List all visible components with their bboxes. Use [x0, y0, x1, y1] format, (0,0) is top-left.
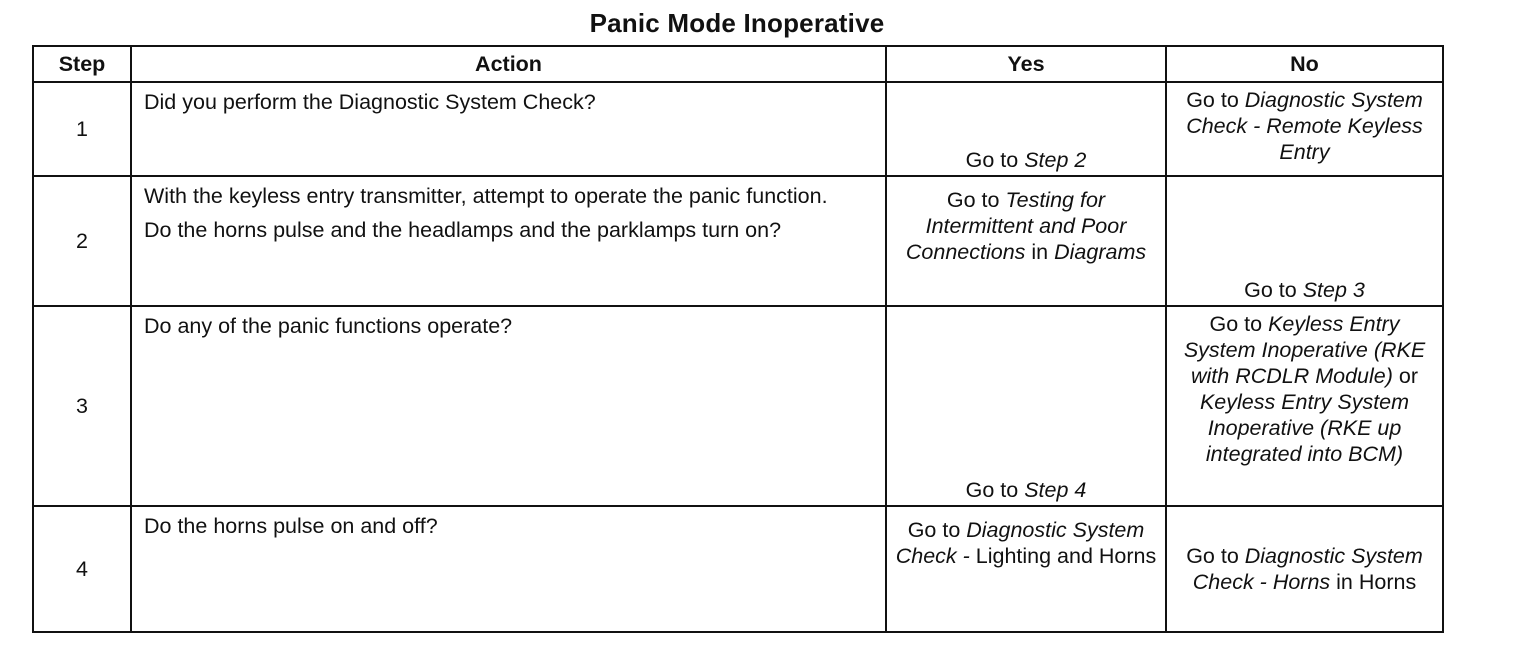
table-row — [33, 176, 1443, 306]
no-text: Go to — [1186, 544, 1245, 568]
no-text: Go to — [1244, 278, 1303, 302]
no-cell — [1166, 506, 1443, 632]
page-title: Panic Mode Inoperative — [589, 8, 885, 38]
diagnostic-table — [32, 45, 1444, 633]
yes-link[interactable]: Step 4 — [1024, 478, 1087, 502]
action-cell — [131, 176, 886, 306]
yes-cell — [886, 82, 1166, 176]
action-text: Do the horns pulse on and off? — [144, 514, 438, 538]
step-cell: 4 — [33, 506, 131, 632]
yes-cell — [886, 306, 1166, 506]
table-row — [33, 82, 1443, 176]
action-text: With the keyless entry transmitter, attempt to operate the panic function. — [144, 184, 828, 208]
no-cell — [1166, 306, 1443, 506]
yes-text: Go to — [907, 518, 967, 542]
step-cell: 1 — [33, 82, 131, 176]
table-row — [33, 506, 1443, 632]
header-action: Action — [131, 46, 886, 82]
no-link[interactable]: Keyless Entry System Inoperative (RKE with RCDLR Module) — [1183, 312, 1426, 388]
no-text: Go to — [1209, 312, 1269, 336]
yes-link[interactable]: Testing for Intermittent and Poor Connections — [905, 188, 1127, 264]
no-cell — [1166, 82, 1443, 176]
no-text: Go to — [1186, 88, 1245, 112]
action-text: Do any of the panic functions operate? — [144, 314, 513, 338]
yes-link[interactable]: Diagnostic System Check - — [895, 518, 1145, 568]
action-cell — [131, 82, 886, 176]
header-yes: Yes — [886, 46, 1166, 82]
yes-link[interactable]: Diagrams — [1054, 240, 1147, 264]
header-step: Step — [33, 46, 131, 82]
table-row — [33, 306, 1443, 506]
yes-text: Go to — [965, 478, 1025, 502]
action-text: Did you perform the Diagnostic System Check? — [144, 90, 596, 114]
yes-link[interactable]: Step 2 — [1024, 148, 1087, 172]
yes-text: Go to — [946, 188, 1006, 212]
no-text: or — [1392, 364, 1418, 388]
header-row — [33, 46, 1443, 82]
action-cell — [131, 506, 886, 632]
no-cell — [1166, 176, 1443, 306]
yes-text: Go to — [965, 148, 1025, 172]
yes-text: in — [1025, 240, 1055, 264]
step-cell: 2 — [33, 176, 131, 306]
yes-cell — [886, 506, 1166, 632]
header-no: No — [1166, 46, 1443, 82]
no-text: in Horns — [1330, 570, 1417, 594]
action-cell — [131, 306, 886, 506]
action-text: Do the horns pulse and the headlamps and the parklamps turn on? — [144, 218, 782, 242]
no-link[interactable]: Keyless Entry System Inoperative (RKE up integrated into BCM) — [1199, 390, 1410, 466]
no-link[interactable]: Step 3 — [1302, 278, 1365, 302]
yes-cell — [886, 176, 1166, 306]
no-link[interactable]: Diagnostic System Check - Horns — [1192, 544, 1423, 594]
no-link[interactable]: Diagnostic System Check - Remote Keyless Entry — [1186, 88, 1423, 164]
yes-text: Lighting and Horns — [969, 544, 1157, 568]
step-cell: 3 — [33, 306, 131, 506]
